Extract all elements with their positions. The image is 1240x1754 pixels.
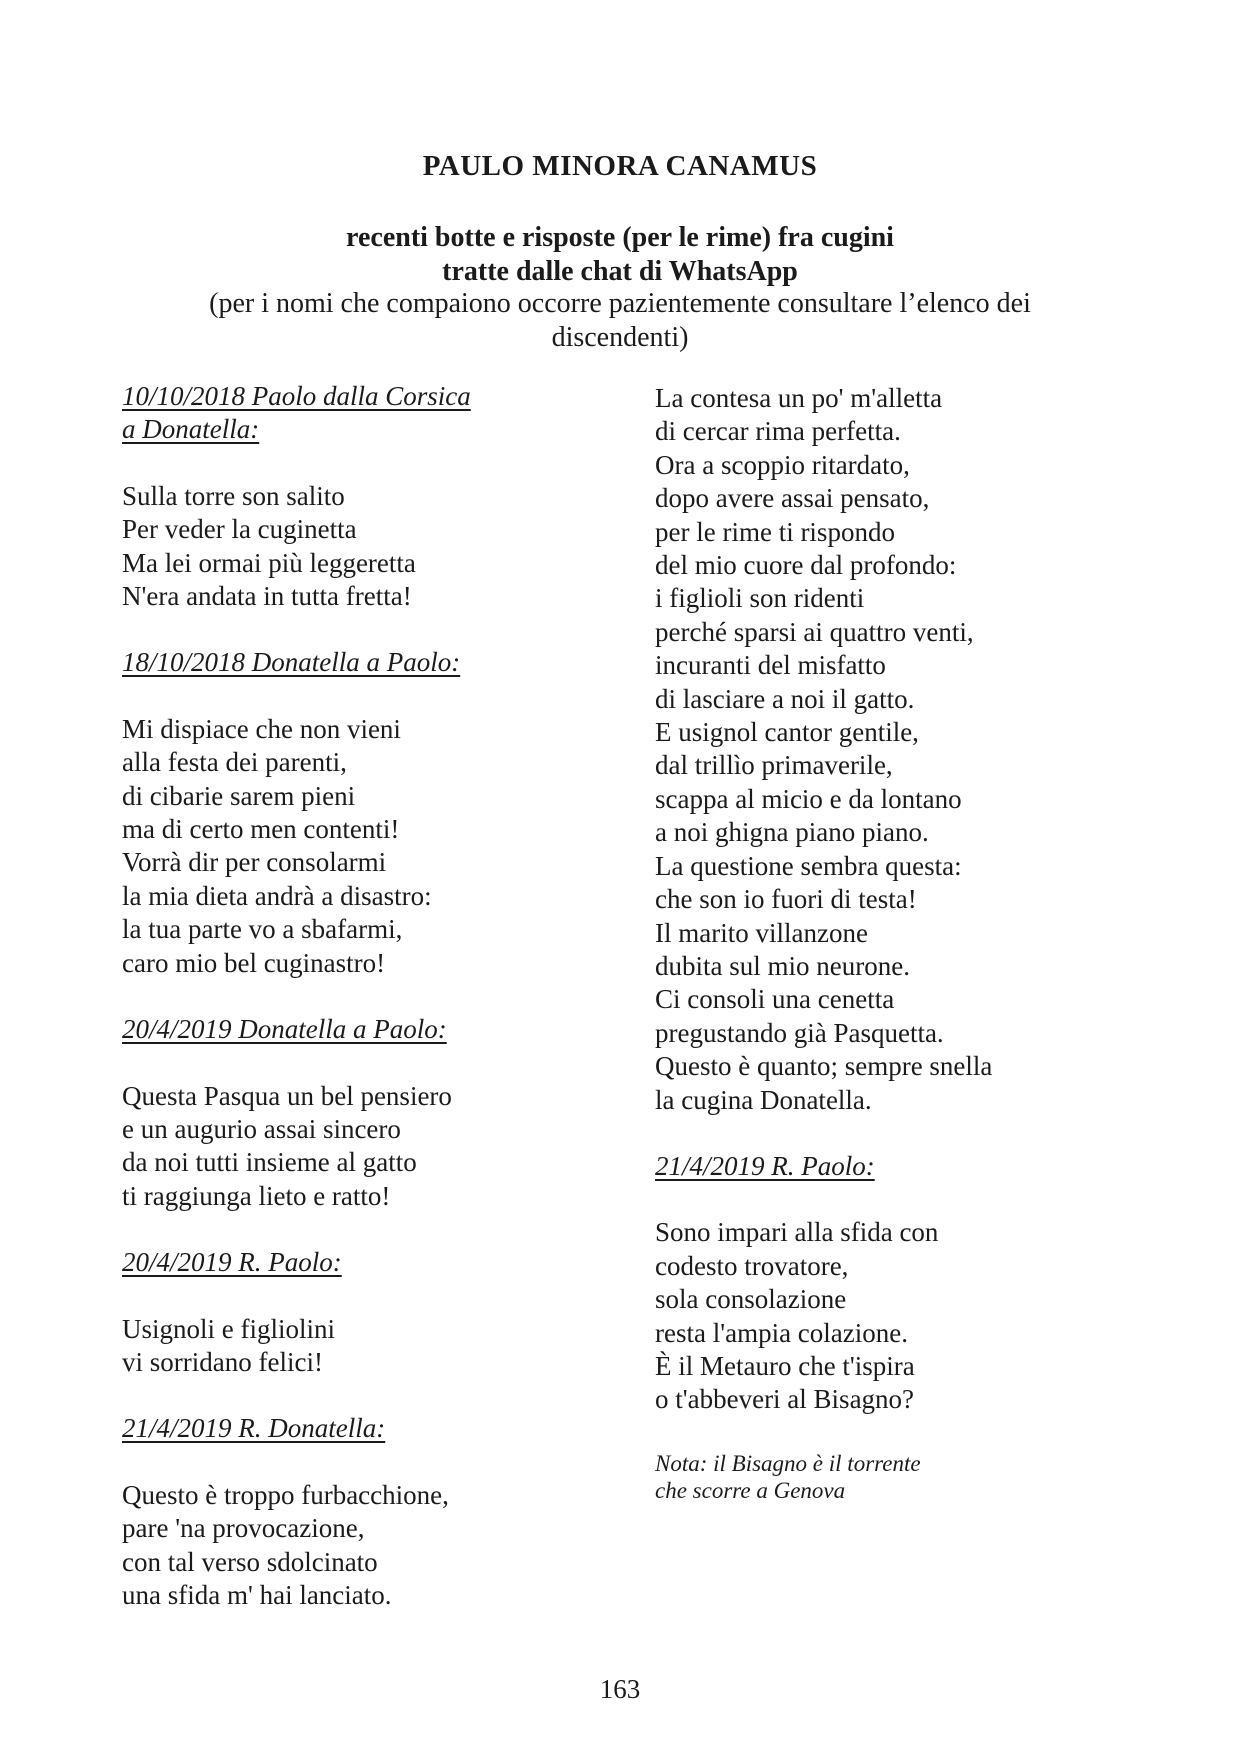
poem-line: di cibarie sarem pieni	[122, 780, 356, 811]
poem-stanza	[122, 1313, 522, 1380]
poem-line: caro mio bel cuginastro!	[122, 947, 386, 978]
poem-line: Sulla torre son salito	[122, 480, 345, 511]
poem-date-header	[122, 380, 522, 447]
poem-header-line: 20/4/2019 Donatella a Paolo:	[122, 1014, 447, 1045]
poem-line: La questione sembra questa:	[655, 850, 962, 881]
poem-line: È il Metauro che t'ispira	[655, 1350, 915, 1381]
poem-line: che son io fuori di testa!	[655, 884, 917, 915]
poem-stanza	[122, 713, 522, 980]
intro-note-line: discendenti)	[551, 322, 689, 353]
poem-date-header	[122, 646, 522, 679]
poem-stanza	[655, 382, 1055, 1117]
poem-line: con tal verso sdolcinato	[122, 1546, 378, 1577]
poem-line: da noi tutti insieme al gatto	[122, 1147, 417, 1178]
poem-line: la tua parte vo a sbafarmi,	[122, 914, 403, 945]
poem-line: Sono impari alla sfida con	[655, 1217, 939, 1248]
poem-line: Nota: il Bisagno è il torrente	[655, 1450, 921, 1476]
intro-note-line: (per i nomi che compaiono occorre pazientemente consultare l’elenco dei	[209, 288, 1031, 319]
poem-line: dal trillìo primaverile,	[655, 750, 893, 781]
subtitle	[0, 221, 1240, 289]
poem-line: sola consolazione	[655, 1284, 847, 1315]
poem-line: Per veder la cuginetta	[122, 514, 357, 545]
left-column	[122, 380, 522, 1612]
poem-header-line: a Donatella:	[122, 414, 260, 445]
poem-line: Questa Pasqua un bel pensiero	[122, 1080, 452, 1111]
poem-line: Questo è quanto; sempre snella	[655, 1051, 993, 1082]
poem-line: alla festa dei parenti,	[122, 747, 347, 778]
footnote	[655, 1450, 1055, 1505]
poem-line: pregustando già Pasquetta.	[655, 1017, 944, 1048]
poem-date-header	[122, 1013, 522, 1046]
poem-line: N'era andata in tutta fretta!	[122, 581, 412, 612]
poem-line: perché sparsi ai quattro venti,	[655, 616, 974, 647]
poem-stanza	[122, 480, 522, 614]
intro-note	[0, 287, 1240, 355]
right-column	[655, 382, 1055, 1505]
poem-line: ma di certo men contenti!	[122, 814, 400, 845]
poem-line: scappa al micio e da lontano	[655, 783, 962, 814]
poem-line: di cercar rima perfetta.	[655, 416, 901, 447]
poem-line: La contesa un po' m'alletta	[655, 383, 943, 413]
poem-stanza	[122, 1479, 522, 1613]
poem-stanza	[122, 1080, 522, 1214]
poem-header-line: 21/4/2019 R. Donatella:	[122, 1413, 386, 1444]
poem-date-header	[122, 1246, 522, 1279]
poem-line: Mi dispiace che non vieni	[122, 713, 401, 744]
poem-line: la cugina Donatella.	[655, 1084, 872, 1115]
poem-line: i figlioli son ridenti	[655, 583, 865, 614]
subtitle-line: recenti botte e risposte (per le rime) fra cugini	[346, 222, 894, 253]
poem-line: Ci consoli una cenetta	[655, 984, 895, 1015]
page-title: PAULO MINORA CANAMUS	[422, 150, 818, 182]
poem-line: a noi ghigna piano piano.	[655, 817, 929, 848]
poem-line: vi sorridano felici!	[122, 1346, 323, 1377]
poem-line: ti raggiunga lieto e ratto!	[122, 1180, 391, 1211]
poem-date-header	[655, 1150, 1055, 1183]
poem-line: codesto trovatore,	[655, 1250, 849, 1281]
poem-date-header	[122, 1412, 522, 1445]
poem-stanza	[655, 1216, 1055, 1416]
poem-line: del mio cuore dal profondo:	[655, 550, 957, 581]
poem-line: dopo avere assai pensato,	[655, 483, 930, 514]
poem-line: Ma lei ormai più leggeretta	[122, 547, 416, 578]
poem-header-line: 18/10/2018 Donatella a Paolo:	[122, 647, 461, 678]
poem-line: per le rime ti rispondo	[655, 516, 895, 547]
poem-line: una sfida m' hai lanciato.	[122, 1579, 392, 1610]
poem-line: o t'abbeveri al Bisagno?	[655, 1384, 915, 1415]
poem-header-line: 21/4/2019 R. Paolo:	[655, 1150, 875, 1181]
poem-line: la mia dieta andrà a disastro:	[122, 880, 432, 911]
poem-line: dubita sul mio neurone.	[655, 950, 910, 981]
poem-line: Il marito villanzone	[655, 917, 868, 948]
page-number: 163	[599, 1674, 641, 1704]
poem-line: Questo è troppo furbacchione,	[122, 1479, 449, 1510]
poem-line: Ora a scoppio ritardato,	[655, 449, 910, 480]
poem-line: pare 'na provocazione,	[122, 1513, 365, 1544]
poem-line: incuranti del misfatto	[655, 650, 886, 681]
poem-line: che scorre a Genova	[655, 1478, 846, 1504]
poem-line: di lasciare a noi il gatto.	[655, 683, 915, 714]
poem-line: Vorrà dir per consolarmi	[122, 847, 387, 878]
poem-header-line: 20/4/2019 R. Paolo:	[122, 1247, 342, 1278]
poem-line: e un augurio assai sincero	[122, 1113, 401, 1144]
poem-line: Usignoli e figliolini	[122, 1313, 335, 1344]
poem-line: resta l'ampia colazione.	[655, 1317, 908, 1348]
subtitle-line: tratte dalle chat di WhatsApp	[442, 256, 798, 287]
poem-line: E usignol cantor gentile,	[655, 717, 919, 748]
poem-header-line: 10/10/2018 Paolo dalla Corsica	[122, 381, 471, 411]
